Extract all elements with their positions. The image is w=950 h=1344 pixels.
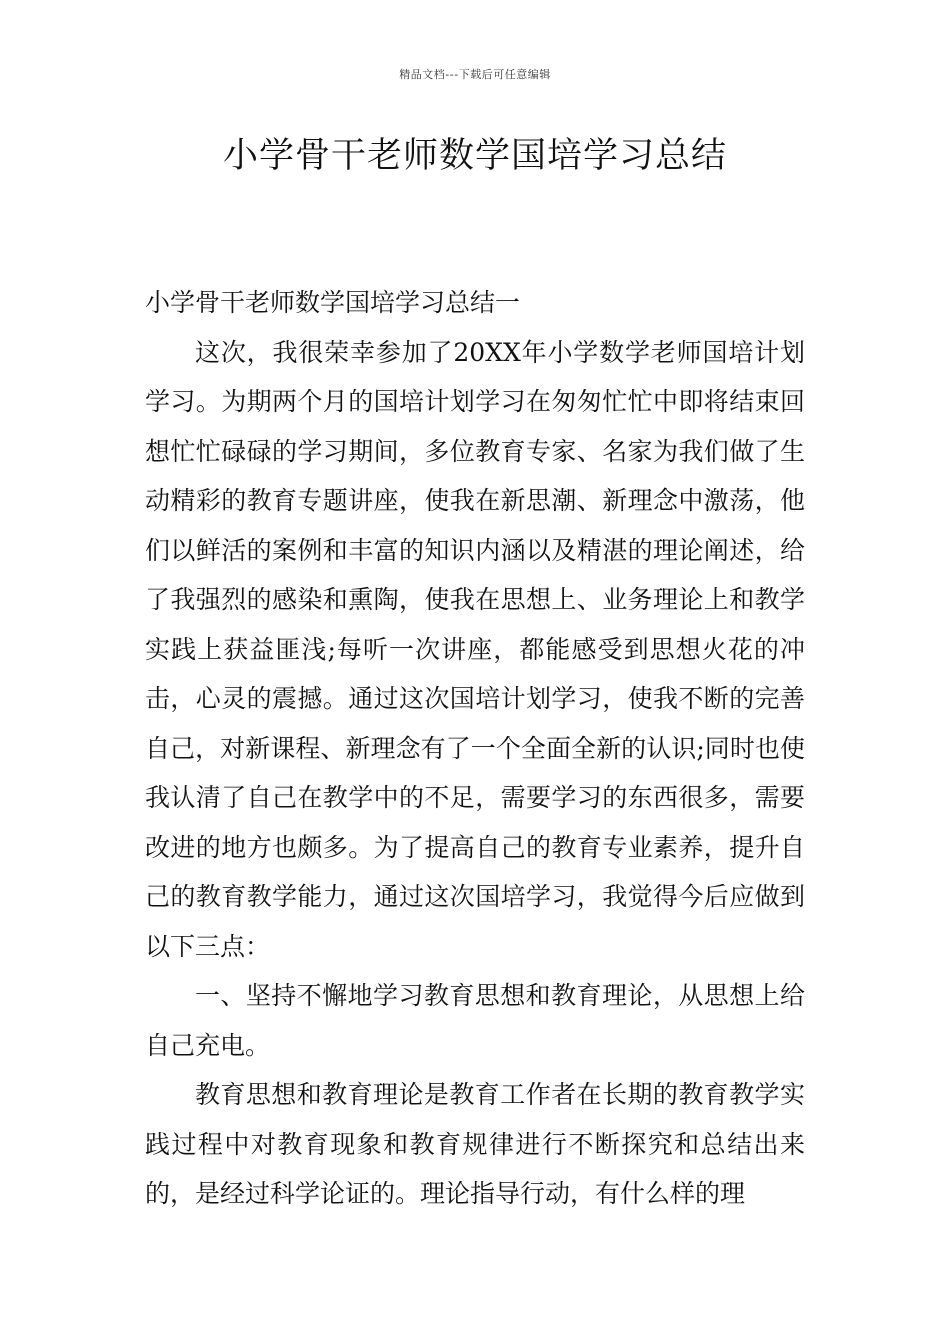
paragraph-intro: 这次，我很荣幸参加了20XX年小学数学老师国培计划学习。为期两个月的国培计划学习在匆匆忙忙中即将结束回想忙忙碌碌的学习期间，多位教育专家、名家为我们做了生动精彩的教育专题讲座，使我在新思潮、新理念中激荡，他们以鲜活的案例和丰富的知识内涵以及精湛的理论阐述，给了我强烈的感染和熏陶，使我在思想上、业务理论上和教学实践上获益匪浅;每听一次讲座，都能感受到思想火花的冲击，心灵的震撼。通过这次国培计划学习，使我不断的完善自己，对新课程、新理念有了一个全面全新的认识;同时也使我认清了自己在教学中的不足，需要学习的东西很多，需要改进的地方也颇多。为了提高自己的教育专业素养，提升自己的教育教学能力，通过这次国培学习，我觉得今后应做到以下三点：	[145, 337, 805, 961]
paragraph-theory: 教育思想和教育理论是教育工作者在长期的教育教学实践过程中对教育现象和教育规律进行不断探究和总结出来的，是经过科学论证的。理论指导行动，有什么样的理	[145, 1080, 805, 1208]
paragraph-point-one: 一、坚持不懈地学习教育思想和教育理论，从思想上给自己充电。	[145, 981, 805, 1060]
section-heading: 小学骨干老师数学国培学习总结一	[145, 288, 521, 317]
header-note: 精品文档---下载后可任意编辑	[399, 68, 551, 81]
document-title: 小学骨干老师数学国培学习总结	[222, 136, 727, 176]
document-body	[145, 278, 805, 1219]
